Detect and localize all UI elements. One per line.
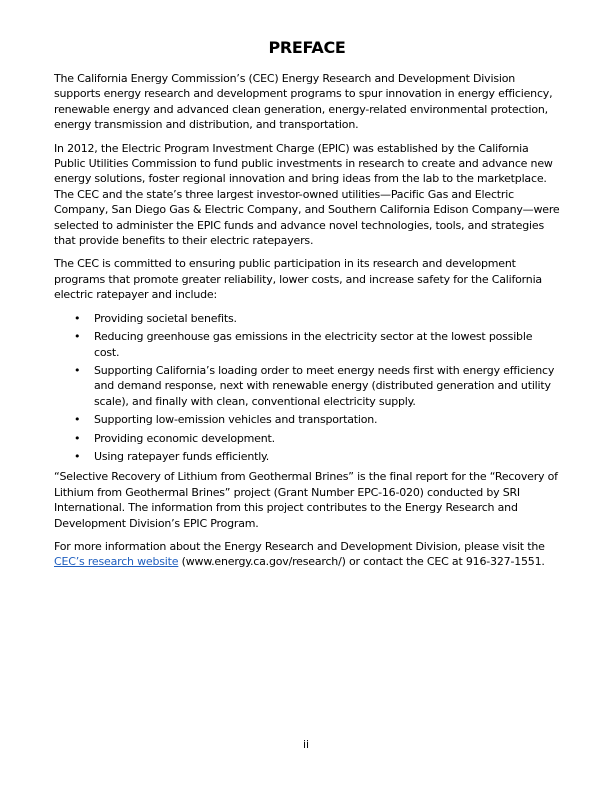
paragraph-more-information: For more information about the Energy Research and Development Division, please visit the CEC’s research website (www.energy.ca.gov/research/) or contact the CEC at 916-327-1551. [54, 539, 545, 569]
paragraph-report-description: “Selective Recovery of Lithium from Geothermal Brines” is the final report for the “Recovery of Lithium from Geothermal Brines” project (Grant Number EPC-16-020) conducted by SRI International. The information from this project contributes to the Energy Research and Development Division’s EPIC Program. [54, 470, 558, 530]
bullet-icon: • [74, 330, 81, 344]
list-item: • Using ratepayer funds efficiently. [74, 449, 270, 463]
cec-research-website-link[interactable]: CEC’s research website [54, 555, 179, 569]
benefits-list [54, 311, 560, 465]
bullet-icon: • [74, 363, 81, 377]
list-item: • Supporting California’s loading order to meet energy needs first with energy efficiency and demand response, next with renewable energy (distributed generation and utility scale), and finally with clean, conventional electricity supply. [74, 363, 555, 408]
bullet-icon: • [74, 311, 81, 325]
page-title: PREFACE [268, 38, 346, 57]
paragraph-cec-division: The California Energy Commission’s (CEC) Energy Research and Development Division supports energy research and development programs to spur innovation in energy efficiency, renewable energy and advanced clean generation, energy-related environmental protection, energy transmission and distribution, and transportation. [54, 72, 553, 132]
bullet-icon: • [74, 449, 81, 463]
bullet-icon: • [74, 413, 81, 427]
paragraph-public-participation: The CEC is committed to ensuring public participation in its research and development programs that promote greater reliability, lower costs, and increase safety for the California electric ratepayer and include: [54, 257, 542, 302]
list-item: • Providing economic development. [74, 431, 275, 445]
list-item: • Reducing greenhouse gas emissions in the electricity sector at the lowest possible cost. [74, 330, 533, 359]
bullet-icon: • [74, 431, 81, 445]
list-item: • Providing societal benefits. [74, 311, 237, 325]
page-number: ii [302, 738, 310, 751]
paragraph-epic-history: In 2012, the Electric Program Investment Charge (EPIC) was established by the California Public Utilities Commission to fund public investments in research to create and advance new energy solutions, foster regional innovation and bring ideas from the lab to the marketplace. The CEC and the state’s three largest investor-owned utilities—Pacific Gas and Electric Company, San Diego Gas & Electric Company, and Southern California Edison Company—were selected to administer the EPIC funds and advance novel technologies, tools, and strategies that provide benefits to their electric ratepayers. [54, 141, 560, 248]
document-body [54, 38, 560, 578]
list-item: • Supporting low-emission vehicles and transportation. [74, 413, 378, 427]
